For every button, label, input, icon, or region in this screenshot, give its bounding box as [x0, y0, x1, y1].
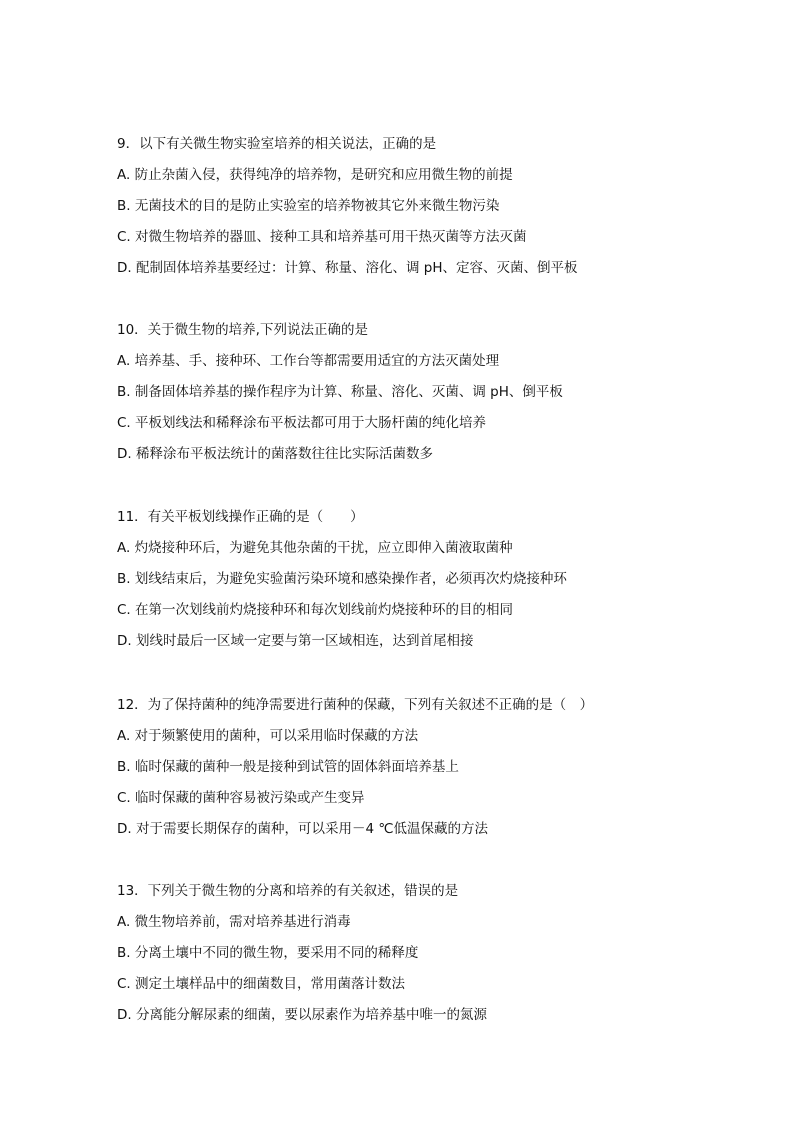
option-b: B. 无菌技术的目的是防止实验室的培养物被其它外来微生物污染	[117, 198, 500, 214]
option-d: D. 分离能分解尿素的细菌，要以尿素作为培养基中唯一的氮源	[117, 1007, 487, 1023]
option-c: C. 对微生物培养的器皿、接种工具和培养基可用干热灭菌等方法灭菌	[117, 229, 527, 245]
question-stem: 9．以下有关微生物实验室培养的相关说法，正确的是	[117, 136, 437, 152]
question-11	[117, 507, 757, 651]
question-stem: 12．为了保持菌种的纯净需要进行菌种的保藏，下列有关叙述不正确的是（ ）	[117, 697, 594, 713]
option-a: A. 培养基、手、接种环、工作台等都需要用适宜的方法灭菌处理	[117, 353, 500, 369]
option-b: B. 制备固体培养基的操作程序为计算、称量、溶化、灭菌、调 pH、倒平板	[117, 384, 563, 400]
option-b: B. 分离土壤中不同的微生物，要采用不同的稀释度	[117, 945, 419, 961]
option-d: D. 划线时最后一区域一定要与第一区域相连，达到首尾相接	[117, 633, 474, 649]
question-stem: 10．关于微生物的培养,下列说法正确的是	[117, 322, 368, 338]
option-b: B. 划线结束后，为避免实验菌污染环境和感染操作者，必须再次灼烧接种环	[117, 571, 567, 587]
option-c: C. 测定土壤样品中的细菌数目，常用菌落计数法	[117, 976, 406, 992]
option-c: C. 在第一次划线前灼烧接种环和每次划线前灼烧接种环的目的相同	[117, 602, 514, 618]
option-a: A. 对于频繁使用的菌种，可以采用临时保藏的方法	[117, 728, 419, 744]
question-9	[117, 134, 757, 278]
option-a: A. 防止杂菌入侵，获得纯净的培养物，是研究和应用微生物的前提	[117, 167, 513, 183]
question-10	[117, 320, 757, 464]
option-d: D. 配制固体培养基要经过：计算、称量、溶化、调 pH、定容、灭菌、倒平板	[117, 260, 578, 276]
option-b: B. 临时保藏的菌种一般是接种到试管的固体斜面培养基上	[117, 759, 459, 775]
option-a: A. 灼烧接种环后，为避免其他杂菌的干扰，应立即伸入菌液取菌种	[117, 540, 513, 556]
question-13	[117, 881, 757, 1025]
option-c: C. 平板划线法和稀释涂布平板法都可用于大肠杆菌的纯化培养	[117, 415, 487, 431]
question-12	[117, 695, 757, 839]
option-d: D. 稀释涂布平板法统计的菌落数往往比实际活菌数多	[117, 446, 433, 462]
option-d: D. 对于需要长期保存的菌种，可以采用－4 ℃低温保藏的方法	[117, 821, 489, 837]
option-c: C. 临时保藏的菌种容易被污染或产生变异	[117, 790, 365, 806]
question-stem: 11．有关平板划线操作正确的是（ ）	[117, 509, 364, 525]
option-a: A. 微生物培养前，需对培养基进行消毒	[117, 914, 351, 930]
question-stem: 13．下列关于微生物的分离和培养的有关叙述，错误的是	[117, 883, 459, 899]
